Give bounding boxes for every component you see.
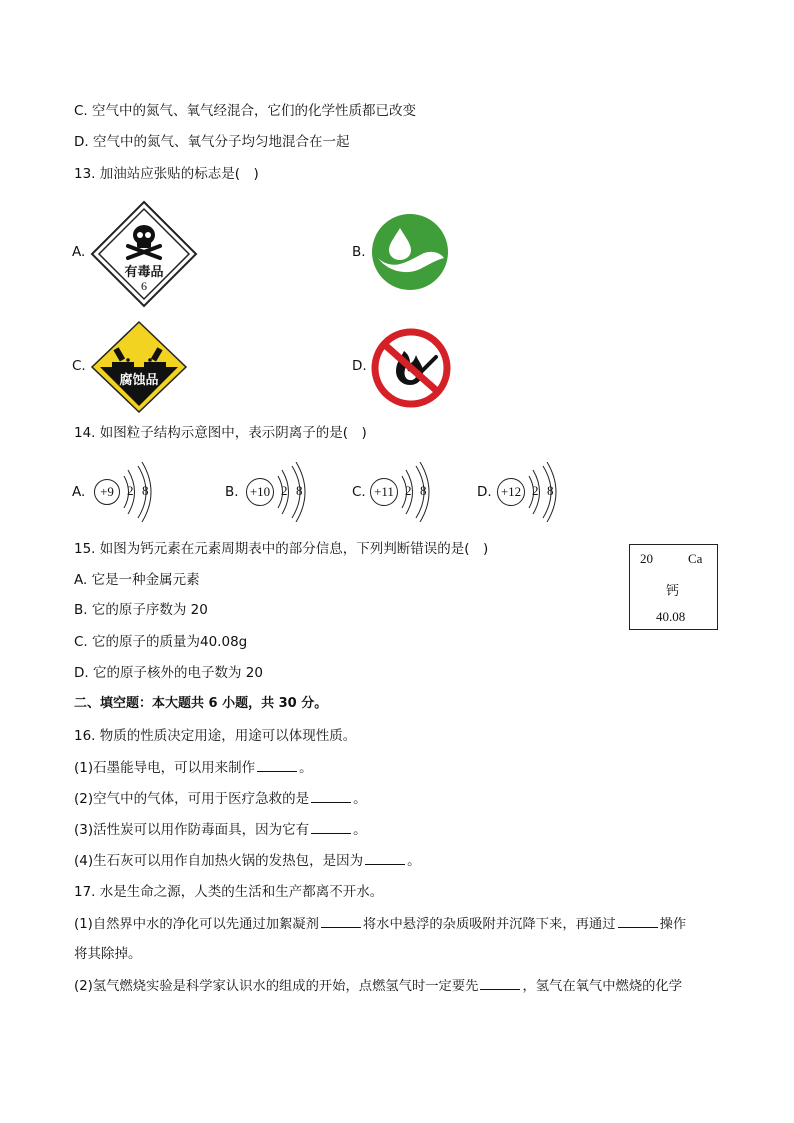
- q17-part-2-text-b: ，氢气在氧气中燃烧的化学: [522, 979, 683, 994]
- q16-part-3-end: 。: [353, 822, 367, 838]
- q17-part-2-text-a: (2)氢气燃烧实验是科学家认识水的组成的开始，点燃氢气时一定要先: [74, 979, 479, 994]
- periodic-table-cell: [629, 544, 718, 630]
- shell-1-a: 2: [127, 483, 134, 498]
- corrosive-sign-icon: [90, 320, 188, 414]
- q17-part-1-text-a: (1)自然界中水的净化可以先通过加絮凝剂: [74, 917, 319, 932]
- q16-part-1: [74, 757, 313, 778]
- water-saving-sign-icon: [370, 212, 450, 292]
- answer-blank[interactable]: [480, 975, 520, 990]
- q14-option-a-label: A.: [72, 484, 86, 500]
- q17-part-1-text-c: 操作: [659, 917, 687, 932]
- shell-2-a: 8: [142, 483, 149, 498]
- q13-option-d-label: D.: [352, 358, 367, 374]
- q16-part-3-text: (3)活性炭可以用作防毒面具，因为它有: [74, 822, 310, 838]
- q16-part-2: [74, 788, 367, 809]
- shell-2-d: 8: [547, 483, 554, 498]
- q16-part-4-text: (4)生石灰可以用作自加热火锅的发热包，是因为: [74, 853, 364, 869]
- q17-part-1-cont: 将其除掉。: [74, 946, 142, 962]
- no-fire-sign-icon: [370, 327, 452, 409]
- toxic-sign-class: 6: [141, 279, 147, 293]
- q17-part-2: [74, 975, 682, 997]
- question-13-stem: 13. 加油站应张贴的标志是( ): [74, 166, 259, 182]
- q16-part-4-end: 。: [407, 853, 421, 869]
- q16-part-4: [74, 850, 421, 871]
- shell-1-b: 2: [281, 483, 288, 498]
- nucleus-b: +10: [246, 478, 274, 506]
- toxic-sign-text: 有毒品: [124, 265, 164, 280]
- question-14-stem: 14. 如图粒子结构示意图中，表示阴离子的是( ): [74, 425, 367, 441]
- answer-blank[interactable]: [257, 757, 297, 772]
- q15-option-c: C. 它的原子的质量为40.08g: [74, 634, 248, 650]
- nucleus-c: +11: [370, 478, 398, 506]
- q14-option-b-label: B.: [225, 484, 239, 500]
- element-name: 钙: [666, 584, 680, 599]
- q16-part-2-text: (2)空气中的气体，可用于医疗急救的是: [74, 791, 310, 807]
- q16-part-1-text: (1)石墨能导电，可以用来制作: [74, 760, 256, 776]
- answer-blank[interactable]: [321, 913, 361, 928]
- q16-part-1-end: 。: [299, 760, 313, 776]
- question-15-stem: 15. 如图为钙元素在元素周期表中的部分信息，下列判断错误的是( ): [74, 541, 489, 557]
- q13-option-a-label: A.: [72, 244, 86, 260]
- section-2-heading: 二、填空题：本大题共 6 小题，共 30 分。: [74, 696, 328, 711]
- question-16-stem: 16. 物质的性质决定用途，用途可以体现性质。: [74, 728, 357, 744]
- shell-1-c: 2: [405, 483, 412, 498]
- q13-option-c-label: C.: [72, 358, 86, 374]
- atom-diagram-d: [482, 462, 572, 522]
- option-c-text: C. 空气中的氮气、氧气经混合，它们的化学性质都已改变: [74, 103, 417, 119]
- q13-option-b-label: B.: [352, 244, 366, 260]
- q16-part-3: [74, 819, 367, 840]
- q14-option-c-label: C.: [352, 484, 366, 500]
- q17-part-1-text-b: 将水中悬浮的杂质吸附并沉降下来，再通过: [362, 917, 616, 932]
- q16-part-2-end: 。: [353, 791, 367, 807]
- nucleus-d: +12: [497, 478, 525, 506]
- answer-blank[interactable]: [365, 850, 405, 865]
- atomic-number: 20: [640, 551, 653, 566]
- answer-blank[interactable]: [618, 913, 658, 928]
- atom-diagram-c: [355, 462, 445, 522]
- shell-1-d: 2: [532, 483, 539, 498]
- q15-option-b: B. 它的原子序数为 20: [74, 602, 208, 618]
- toxic-sign-icon: [90, 200, 198, 308]
- shell-2-c: 8: [420, 483, 427, 498]
- q15-option-a: A. 它是一种金属元素: [74, 572, 200, 588]
- answer-blank[interactable]: [311, 788, 351, 803]
- answer-blank[interactable]: [311, 819, 351, 834]
- option-d-text: D. 空气中的氮气、氧气分子均匀地混合在一起: [74, 134, 350, 150]
- q15-option-d: D. 它的原子核外的电子数为 20: [74, 665, 263, 681]
- atom-diagram-a: [78, 462, 168, 522]
- atom-diagram-b: [231, 462, 321, 522]
- corrosive-sign-text: 腐蚀品: [119, 373, 159, 388]
- q14-option-d-label: D.: [477, 484, 492, 500]
- q17-part-1: [74, 913, 686, 935]
- question-17-stem: 17. 水是生命之源，人类的生活和生产都离不开水。: [74, 884, 384, 900]
- nucleus-a: +9: [94, 479, 120, 505]
- element-symbol: Ca: [688, 551, 703, 566]
- atomic-mass: 40.08: [656, 609, 686, 624]
- shell-2-b: 8: [296, 483, 303, 498]
